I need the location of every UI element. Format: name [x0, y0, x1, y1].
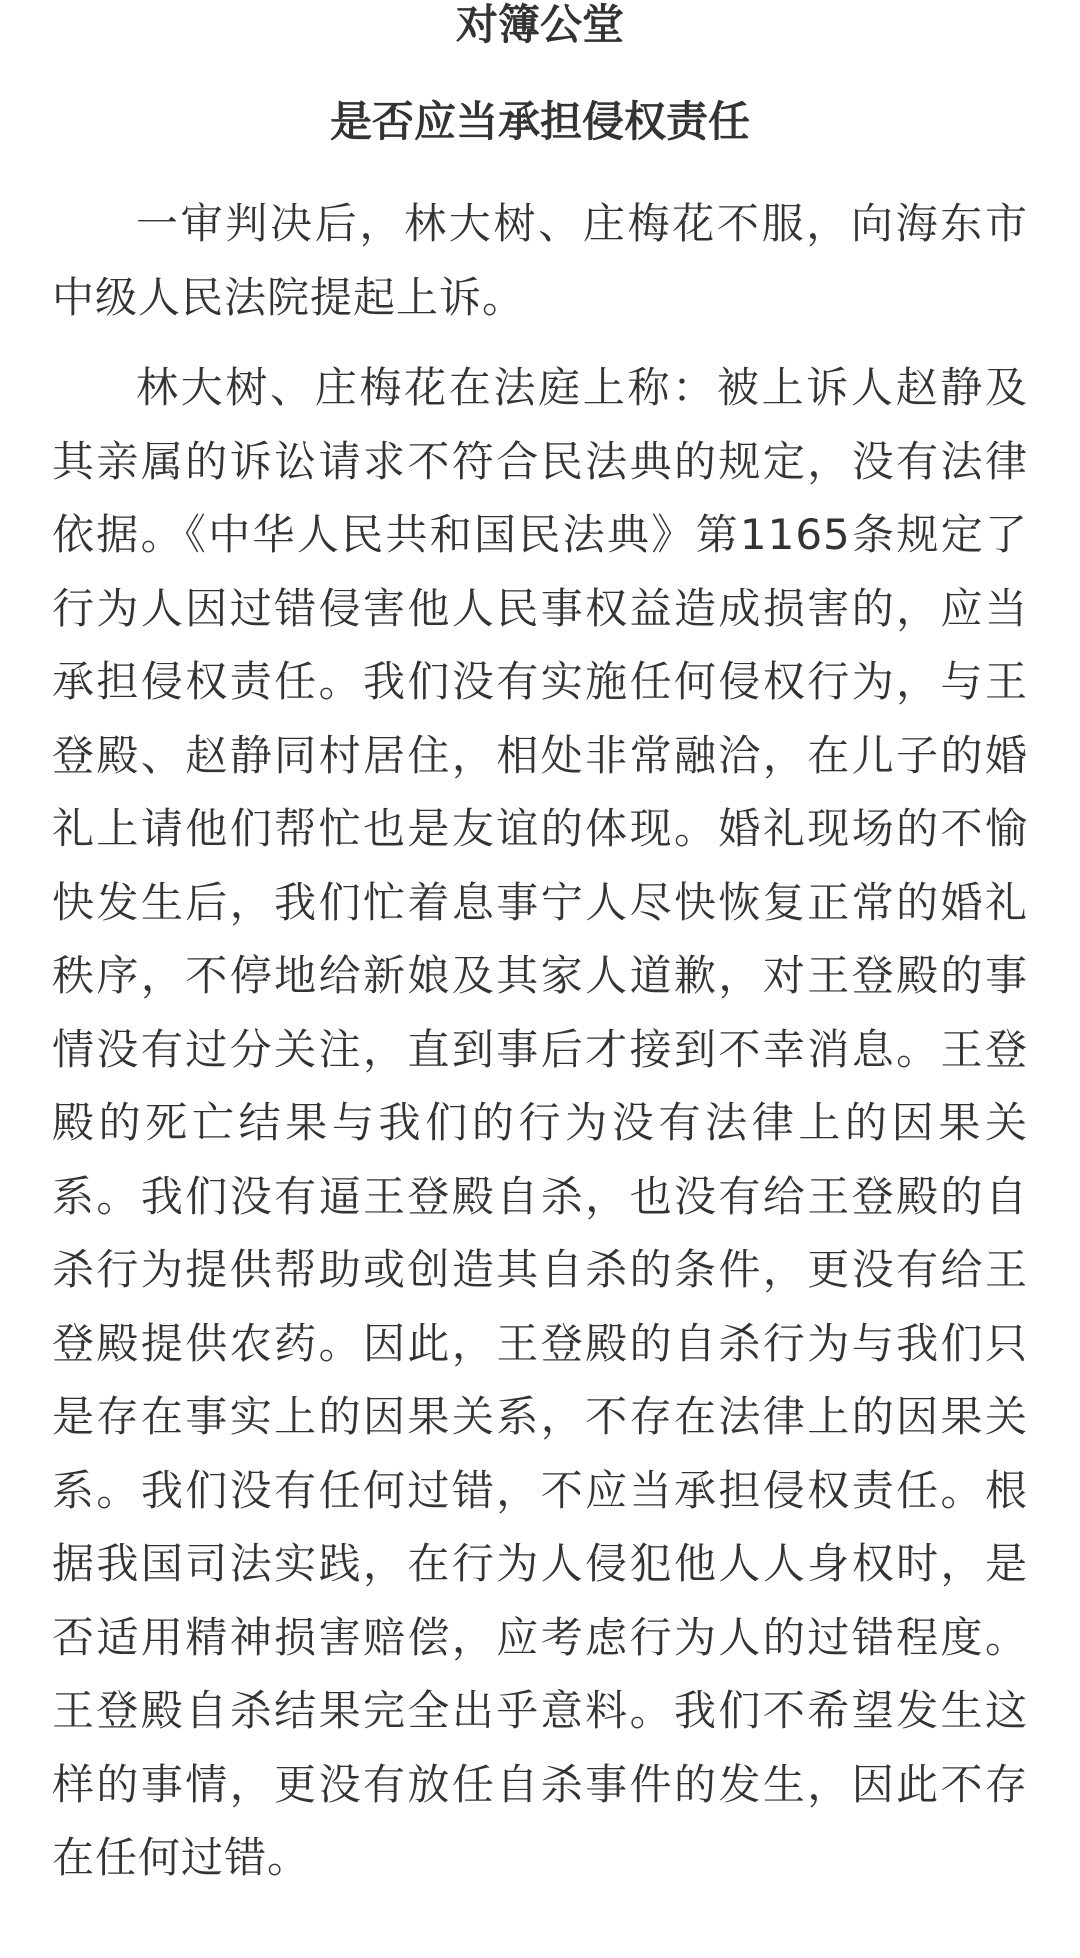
article-headline: 是否应当承担侵权责任 — [329, 97, 750, 146]
paragraph: 一审判决后，林大树、庄梅花不服，向海东市中级人民法院提起上诉。 — [52, 199, 1028, 322]
section-label: 对簿公堂 — [455, 0, 624, 49]
paragraph: 林大树、庄梅花在法庭上称：被上诉人赵静及其亲属的诉讼请求不符合民法典的规定，没有法律依据。《中华人民共和国民法典》第1165条规定了行为人因过错侵害他人民事权益造成损害的，应当承担侵权责任。我们没有实施任何侵权行为，与王登殿、赵静同村居住，相处非常融洽，在儿子的婚礼上请他们帮忙也是友谊的体现。婚礼现场的不愉快发生后，我们忙着息事宁人尽快恢复正常的婚礼秩序，不停地给新娘及其家人道歉，对王登殿的事情没有过分关注，直到事后才接到不幸消息。王登殿的死亡结果与我们的行为没有法律上的因果关系。我们没有逼王登殿自杀，也没有给王登殿的自杀行为提供帮助或创造其自杀的条件，更没有给王登殿提供农药。因此，王登殿的自杀行为与我们只是存在事实上的因果关系，不存在法律上的因果关系。我们没有任何过错，不应当承担侵权责任。根据我国司法实践，在行为人侵犯他人人身权时，是否适用精神损害赔偿，应考虑行为人的过错程度。王登殿自杀结果完全出乎意料。我们不希望发生这样的事情，更没有放任自杀事件的发生，因此不存在任何过错。 — [52, 363, 1028, 1882]
